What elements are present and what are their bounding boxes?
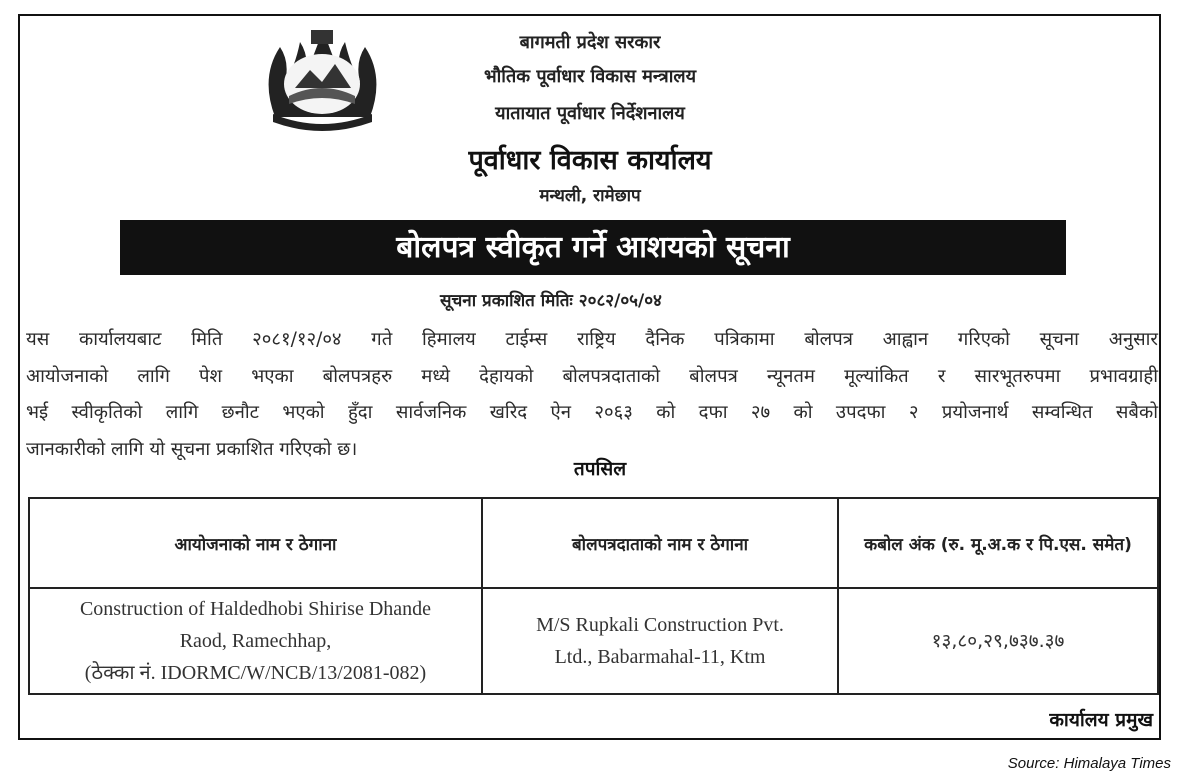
column-header-project: आयोजनाको नाम र ठेगाना xyxy=(29,498,482,588)
bid-table xyxy=(28,497,1159,695)
office-location: मन्थली, रामेछाप xyxy=(539,186,641,206)
body-line: यस कार्यालयबाट मिति २०८१/१२/०४ गते हिमालय टाईम्स राष्ट्रिय दैनिक पत्रिकामा बोलपत्र आह्वान गरिएको सूचना अनुसार xyxy=(26,329,1158,350)
signature-office-chief: कार्यालय प्रमुख xyxy=(1049,709,1153,731)
contract-number: (ठेक्का नं. IDORMC/W/NCB/13/2081-082) xyxy=(84,662,427,684)
ministry-name: भौतिक पूर्वाधार विकास मन्त्रालय xyxy=(483,66,697,87)
source-credit: Source: Himalaya Times xyxy=(1007,755,1171,772)
project-cell xyxy=(29,588,482,694)
bidder-name-line: M/S Rupkali Construction Pvt. xyxy=(536,614,784,636)
bidder-cell xyxy=(482,588,838,694)
column-header-amount: कबोल अंक (रु. मू.अ.क र पि.एस. समेत) xyxy=(838,498,1158,588)
office-name: पूर्वाधार विकास कार्यालय xyxy=(468,145,712,176)
details-heading: तपसिल xyxy=(573,458,627,480)
notice-body xyxy=(26,322,1158,468)
column-header-bidder: बोलपत्रदाताको नाम र ठेगाना xyxy=(482,498,838,588)
table-header-row xyxy=(29,498,1158,588)
table-row xyxy=(29,588,1158,694)
directorate-name: यातायात पूर्वाधार निर्देशनालय xyxy=(495,103,685,124)
project-name-line: Construction of Haldedhobi Shirise Dhande xyxy=(79,598,432,620)
body-line: भई स्वीकृतिको लागि छनौट भएको हुँदा सार्वजनिक खरिद ऐन २०६३ को दफा २७ को उपदफा २ प्रयोजनार्थ सम्वन्धित सबैको xyxy=(26,402,1158,423)
body-line: आयोजनाको लागि पेश भएका बोलपत्रहरु मध्ये देहायको बोलपत्रदाताको बोलपत्र न्यूनतम मूल्यांकित र सारभूतरुपमा प्रभावग्राही xyxy=(26,365,1158,387)
publish-date: सूचना प्रकाशित मितिः २०८२/०५/०४ xyxy=(440,291,662,311)
body-line: जानकारीको लागि यो सूचना प्रकाशित गरिएको छ। xyxy=(26,438,358,460)
project-name-line: Raod, Ramechhap, xyxy=(179,630,332,652)
notice-title-banner: बोलपत्र स्वीकृत गर्ने आशयको सूचना xyxy=(120,220,1066,275)
bid-amount: १३,८०,२९,७३७.३७ xyxy=(838,588,1158,694)
government-name: बागमती प्रदेश सरकार xyxy=(519,32,661,53)
bidder-name-line: Ltd., Babarmahal-11, Ktm xyxy=(554,646,766,668)
